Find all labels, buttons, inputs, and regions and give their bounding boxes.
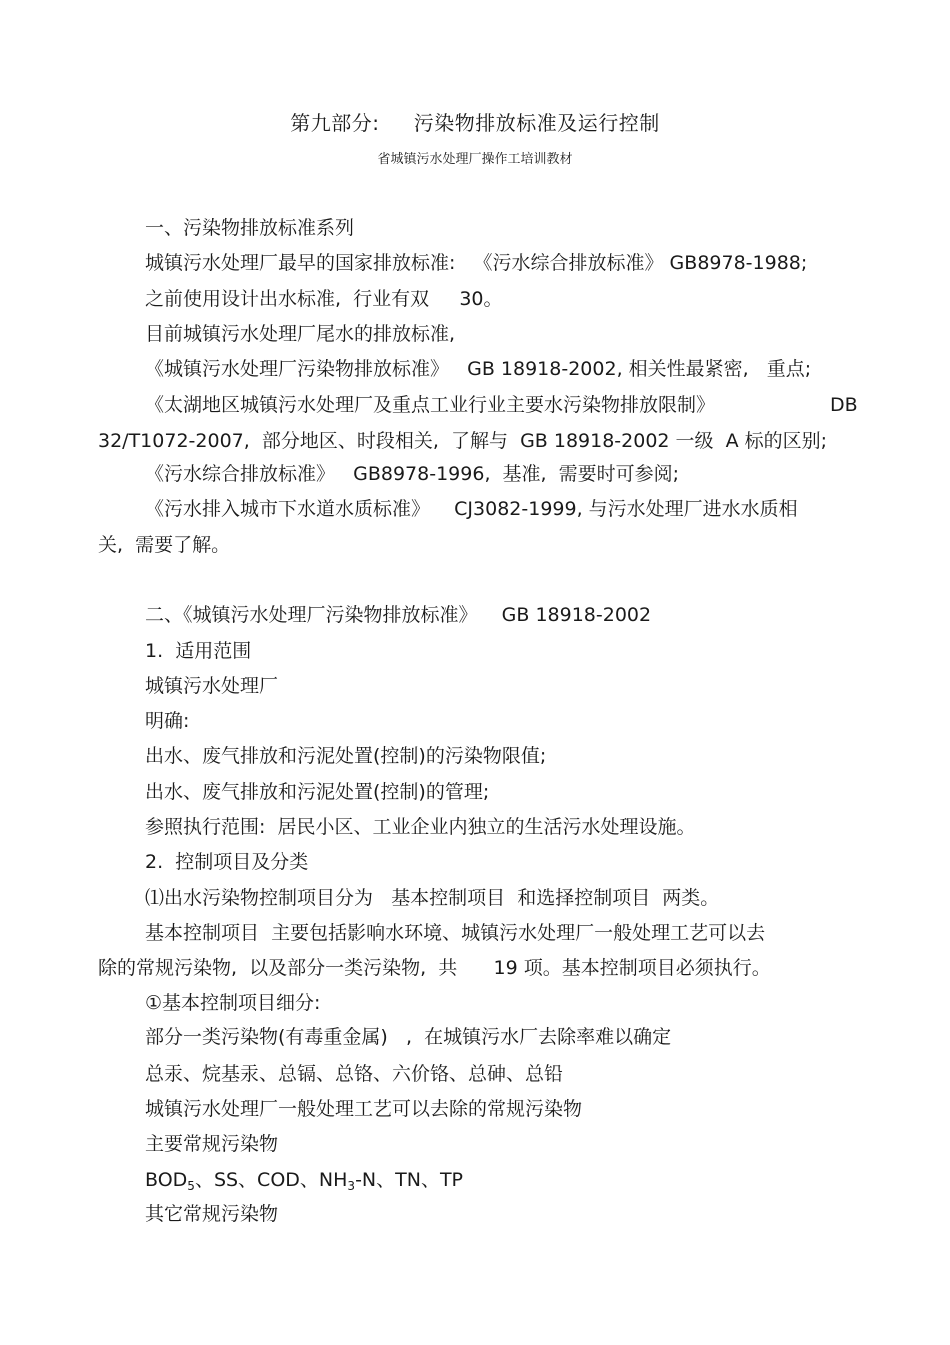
document-title: 第九部分: 污染物排放标准及运行控制 [290, 111, 660, 135]
paragraph-line: 《城镇污水处理厂污染物排放标准》 GB 18918-2002, 相关性最紧密, 重点; [145, 358, 812, 380]
paragraph-line: 1. 适用范围 [145, 640, 252, 662]
paragraph-line: 主要常规污染物 [145, 1133, 279, 1155]
paragraph-line: ①基本控制项目细分: [145, 992, 321, 1014]
paragraph-line: 城镇污水处理厂一般处理工艺可以去除的常规污染物 [145, 1098, 583, 1120]
paragraph-line: 城镇污水处理厂 [145, 675, 279, 697]
paragraph-line: 《污水排入城市下水道水质标准》 CJ3082-1999, 与污水处理厂进水水质相 [145, 498, 798, 520]
section2-heading: 二、《城镇污水处理厂污染物排放标准》 GB 18918-2002 [145, 604, 652, 626]
bod-label: BOD [145, 1169, 188, 1191]
paragraph-line: 2. 控制项目及分类 [145, 851, 309, 873]
section1-heading: 一、污染物排放标准系列 [145, 217, 355, 239]
paragraph-line: 其它常规污染物 [145, 1203, 279, 1225]
paragraph-line: 除的常规污染物, 以及部分一类污染物, 共 19 项。基本控制项目必须执行。 [98, 957, 771, 979]
paragraph-line: 32/T1072-2007, 部分地区、时段相关, 了解与 GB 18918-2002 一级 A 标的区别; [98, 430, 828, 452]
paragraph-line: 参照执行范围: 居民小区、工业企业内独立的生活污水处理设施。 [145, 816, 696, 838]
paragraph-line: 之前使用设计出水标准, 行业有双 30。 [145, 288, 503, 310]
paragraph-line: 《太湖地区城镇污水处理厂及重点工业行业主要水污染物排放限制》 [145, 394, 716, 416]
paragraph-line: 总汞、烷基汞、总镉、总铬、六价铬、总砷、总铅 [145, 1063, 564, 1085]
paragraph-line: 目前城镇污水处理厂尾水的排放标准, [145, 323, 456, 345]
paragraph-line: 明确: [145, 710, 190, 732]
paragraph-line: 城镇污水处理厂最早的国家排放标准: 《污水综合排放标准》 GB8978-1988; [145, 252, 808, 274]
pollutant-list-end: -N、TN、TP [355, 1169, 464, 1191]
pollutant-list-line [145, 1167, 463, 1195]
document-subtitle: 省城镇污水处理厂操作工培训教材 [377, 152, 573, 167]
paragraph-line-end: DB [830, 394, 858, 416]
nh3-subscript: 3 [347, 1179, 356, 1193]
paragraph-line: 基本控制项目 主要包括影响水环境、城镇污水处理厂一般处理工艺可以去 [145, 922, 766, 944]
paragraph-line: 部分一类污染物(有毒重金属) , 在城镇污水厂去除率难以确定 [145, 1026, 672, 1048]
paragraph-line: ⑴出水污染物控制项目分为 基本控制项目 和选择控制项目 两类。 [145, 887, 720, 909]
pollutant-list-middle: 、SS、COD、NH [194, 1169, 348, 1191]
paragraph-line: 出水、废气排放和污泥处置(控制)的污染物限值; [145, 745, 547, 767]
paragraph-line: 关, 需要了解。 [98, 534, 231, 556]
paragraph-line: 《污水综合排放标准》 GB8978-1996, 基准, 需要时可参阅; [145, 463, 680, 485]
paragraph-line: 出水、废气排放和污泥处置(控制)的管理; [145, 781, 490, 803]
bod-subscript: 5 [187, 1179, 195, 1193]
